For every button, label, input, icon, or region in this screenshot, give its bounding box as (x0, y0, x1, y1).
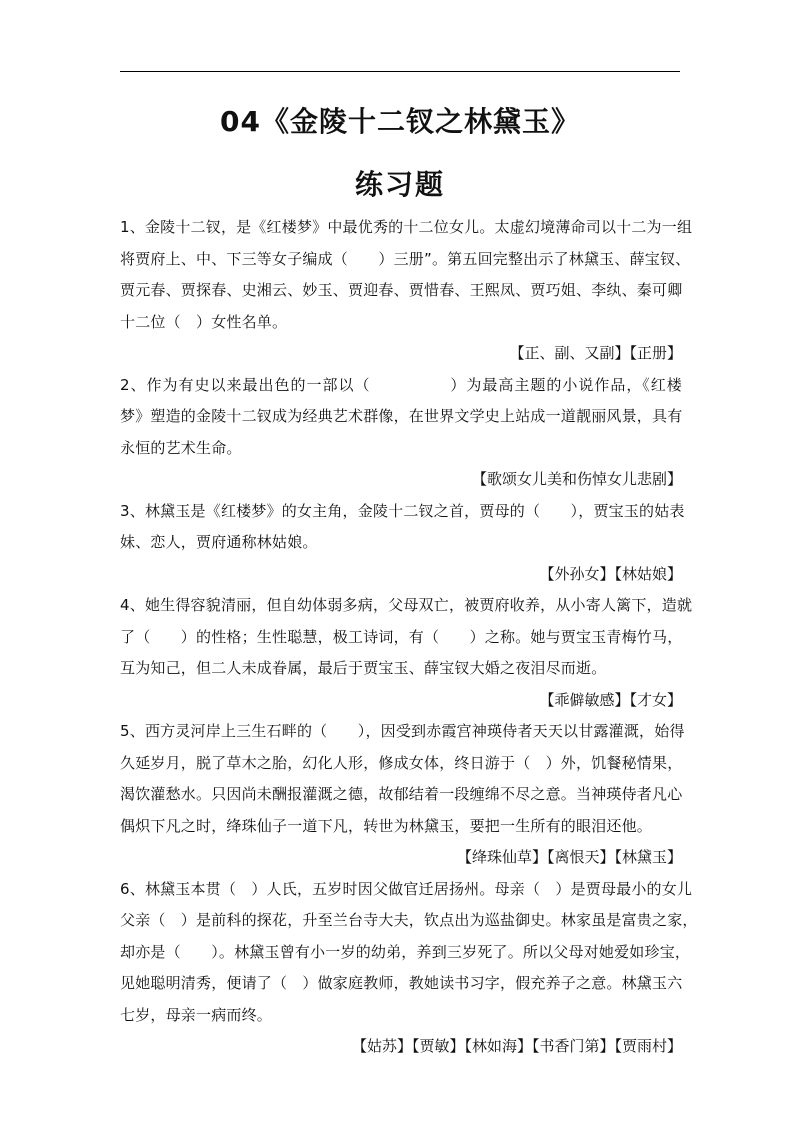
question-text-line: 父亲（ ）是前科的探花，升至兰台寺大夫，钦点出为巡盐御史。林家虽是富贵之家， (120, 911, 698, 929)
question-text-line: 2、作为有史以来最出色的一部以（ ）为最高主题的小说作品，《红楼 (120, 375, 682, 394)
answer-key: 【姑苏】【贾敏】【林如海】【书香门第】【贾雨村】 (351, 1037, 682, 1055)
question-text-line: 梦》塑造的金陵十二钗成为经典艺术群像，在世界文学史上站成一道靓丽风景，具有 (120, 407, 683, 425)
answer-key: 【歌颂女儿美和伤悼女儿悲剧】 (471, 470, 682, 488)
document-subtitle: 练习题 (354, 168, 445, 201)
exercise-list (120, 212, 698, 1063)
question-text-line: 永恒的艺术生命。 (120, 438, 242, 457)
question-text-line: 将贾府上、中、下三等女子编成（ ）三册”。第五回完整出示了林黛玉、薛宝钗、 (120, 249, 691, 268)
question-text-line: 贾元春、贾探春、史湘云、妙玉、贾迎春、贾惜春、王熙凤、贾巧姐、李纨、秦可卿 (120, 281, 683, 299)
question-1 (120, 212, 693, 370)
question-text-line: 4、她生得容貌清丽，但自幼体弱多病，父母双亡，被贾府收养，从小寄人篱下，造就 (120, 596, 693, 614)
question-text-line: 七岁，母亲一病而终。 (120, 1005, 273, 1024)
question-text-line: 渴饮灌愁水。只因尚未酬报灌溉之德，故郁结着一段缠绵不尽之意。当神瑛侍者凡心 (120, 785, 683, 803)
answer-key: 【外孙女】【林姑娘】 (539, 564, 682, 583)
question-6 (120, 874, 698, 1063)
question-text-line: 久延岁月，脱了草木之胎，幻化人形，修成女体，终日游于（ ）外，饥餐秘情果， (120, 753, 683, 772)
document-title: 04《金陵十二钗之林黛玉》 (220, 105, 580, 138)
question-text-line: 5、西方灵河岸上三生石畔的（ ），因受到赤霞宫神瑛侍者天天以甘露灌溉，始得 (120, 722, 685, 740)
question-2 (120, 370, 682, 496)
question-3 (120, 496, 685, 591)
answer-key: 【乖僻敏感】【才女】 (539, 690, 682, 709)
question-text-line: 3、林黛玉是《红楼梦》的女主角，金陵十二钗之首，贾母的（ ），贾宝玉的姑表 (120, 501, 685, 520)
header-rule (120, 71, 680, 72)
answer-key: 【绛珠仙草】【离恨天】【林黛玉】 (456, 848, 682, 866)
question-text-line: 见她聪明清秀，便请了（ ）做家庭教师，教她读书习字，假充养子之意。林黛玉六 (120, 974, 683, 992)
answer-key: 【正、副、又副】【正册】 (509, 344, 682, 362)
question-text-line: 妹、恋人，贾府通称林姑娘。 (120, 533, 318, 551)
question-text-line: 却亦是（ ）。林黛玉曾有小一岁的幼弟，养到三岁死了。所以父母对她爱如珍宝， (120, 942, 691, 961)
question-text-line: 偶炽下凡之时，绛珠仙子一道下凡，转世为林黛玉，要把一生所有的眼泪还他。 (120, 816, 653, 835)
question-text-line: 6、林黛玉本贯（ ）人氏，五岁时因父做官迁居扬州。母亲（ ）是贾母最小的女儿 (120, 879, 693, 898)
question-5 (120, 716, 685, 874)
question-text-line: 了（ ）的性格；生性聪慧，极工诗词，有（ ）之称。她与贾宝玉青梅竹马， (120, 627, 683, 646)
question-text-line: 十二位（ ）女性名单。 (120, 312, 288, 331)
question-text-line: 互为知己，但二人未成眷属，最后于贾宝玉、薛宝钗大婚之夜泪尽而逝。 (120, 659, 607, 677)
question-4 (120, 590, 693, 716)
question-text-line: 1、金陵十二钗，是《红楼梦》中最优秀的十二位女儿。太虚幻境薄命司以十二为一组 (120, 218, 693, 236)
